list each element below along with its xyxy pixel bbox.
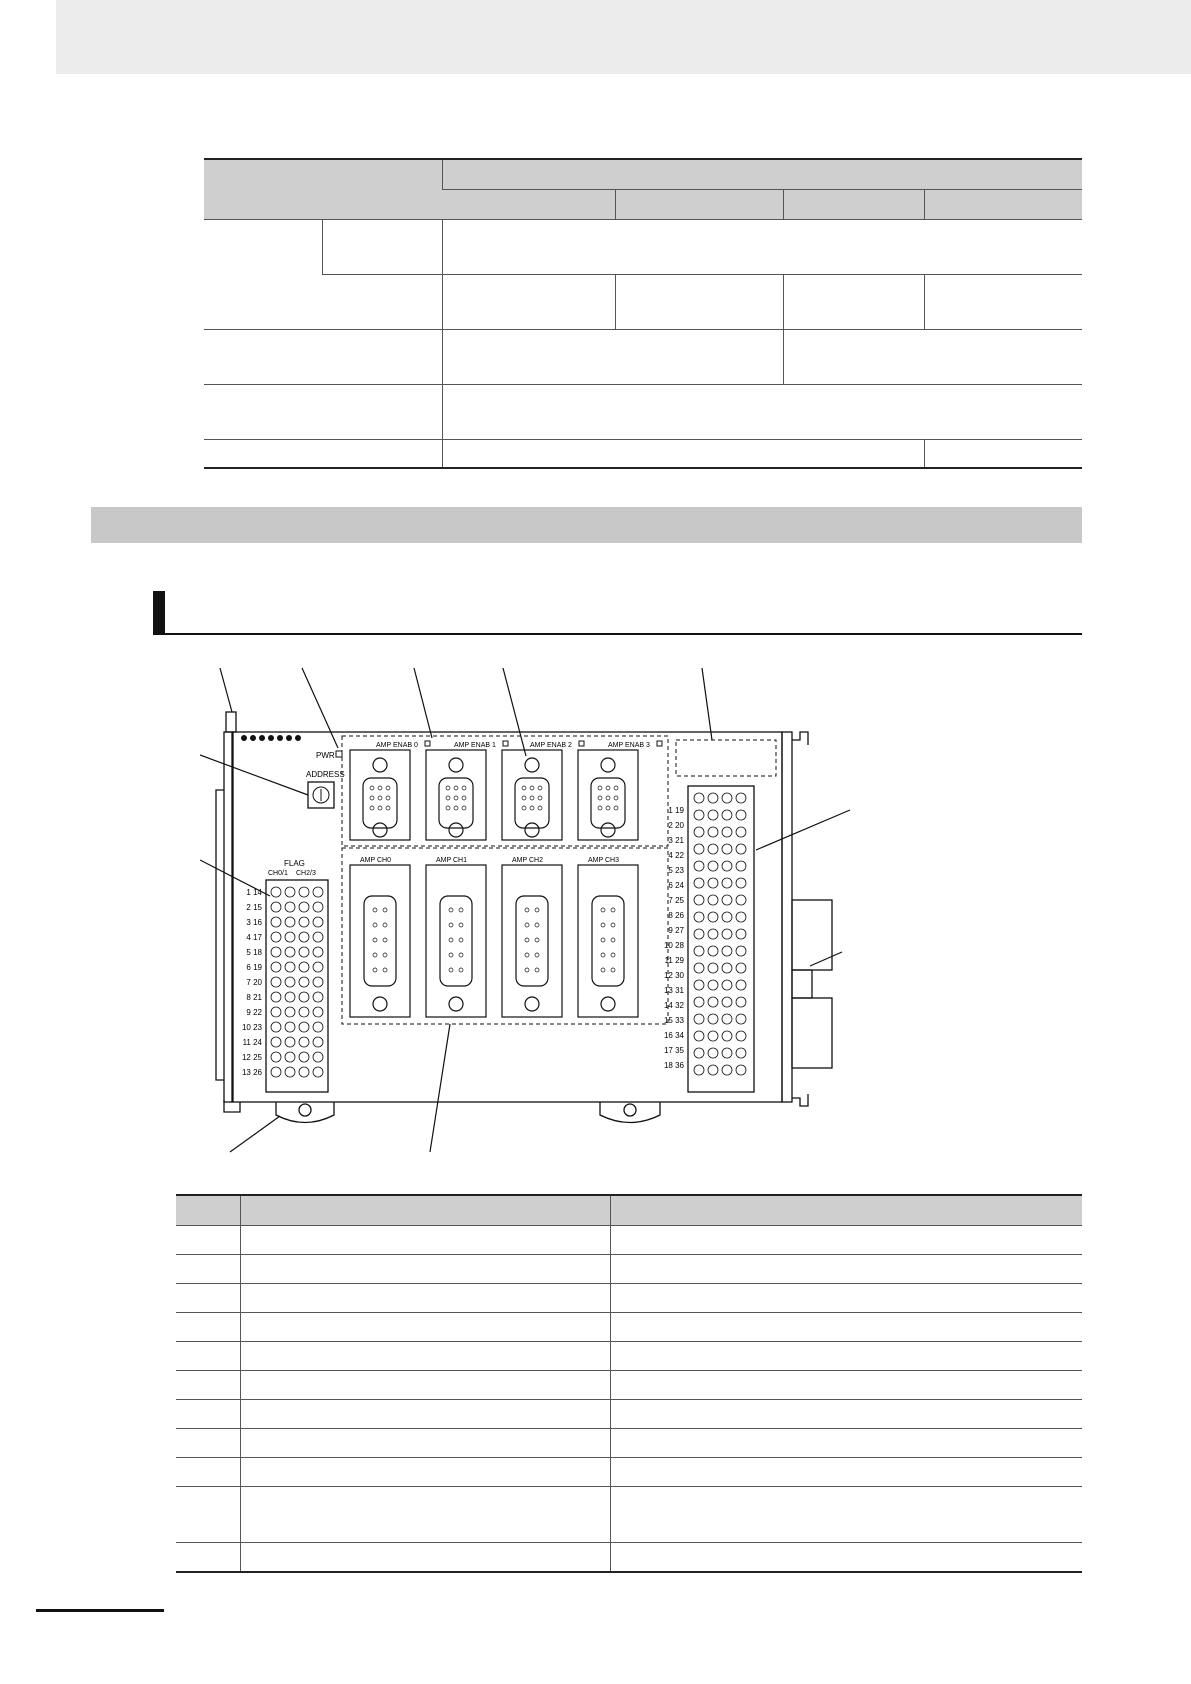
parts-cell [240,1342,610,1371]
terminal-row-label: 13 26 [241,1068,262,1077]
amp-enable-connectors [350,750,638,840]
flag-ch23-label: CH2/3 [296,870,316,877]
parts-cell [240,1458,610,1487]
page-header-band [56,0,1191,74]
parts-cell [240,1543,610,1573]
spec-header-item [204,159,442,219]
spec-row-value [442,384,1082,439]
spec-header-col-4 [924,189,1082,219]
subsection-rule [153,633,1082,635]
terminal-row-label: 14 32 [663,1001,684,1010]
terminal-row-label: 11 24 [242,1038,262,1047]
spec-row-value [442,274,615,329]
terminal-row-label: 11 29 [664,956,684,965]
parts-cell [240,1313,610,1342]
terminal-row-label: 4 22 [668,851,684,860]
spec-row-value [442,219,1082,274]
spec-row-value [783,274,924,329]
terminal-row-label: 6 24 [668,881,684,890]
pwr-label: PWR [316,751,335,760]
parts-cell [176,1400,240,1429]
terminal-row-label: 13 31 [663,986,684,995]
spec-row-value [924,274,1082,329]
amp-enab-label: AMP ENAB 1 [454,742,496,749]
parts-cell [176,1487,240,1543]
spec-row-value [615,274,783,329]
terminal-row-label: 5 18 [246,948,262,957]
terminal-row-label: 3 21 [668,836,684,845]
unit-side-bracket [216,790,224,1080]
parts-cell [610,1226,1082,1255]
specifications-table [204,158,1082,469]
spec-row-label [204,329,442,384]
section-heading-band [91,507,1082,543]
terminal-row-label: 6 19 [246,963,262,972]
terminal-row-label: 17 35 [663,1046,684,1055]
terminal-row-label: 1 19 [668,806,684,815]
parts-cell [176,1371,240,1400]
pwr-led [336,751,342,757]
parts-cell [176,1342,240,1371]
flag-terminal-block [266,880,328,1092]
spec-row-group-label [204,219,322,329]
parts-table [176,1194,1082,1573]
terminal-row-label: 15 33 [663,1016,684,1025]
spec-row-value [442,439,924,468]
parts-cell [610,1400,1082,1429]
terminal-row-label: 7 20 [246,978,262,987]
terminal-row-label: 8 21 [246,993,262,1002]
unit-body [232,732,782,1102]
parts-cell [240,1429,610,1458]
parts-cell [610,1255,1082,1284]
flag-label: FLAG [284,859,305,868]
spec-row-label [204,439,442,468]
address-label: ADDRESS [306,770,345,779]
terminal-row-label: 12 25 [241,1053,262,1062]
parts-cell [610,1458,1082,1487]
parts-cell [176,1543,240,1573]
spec-row-value [924,439,1082,468]
parts-cell [610,1342,1082,1371]
parts-cell [610,1371,1082,1400]
terminal-row-label: 9 22 [246,1008,262,1017]
spec-header-col-1 [442,189,615,219]
spec-row-sublabel [322,274,442,329]
din-rail-foot [600,1102,660,1123]
terminal-row-label: 10 23 [241,1023,262,1032]
spec-header-col-2 [615,189,783,219]
amp-enable-connector-group [342,736,668,846]
parts-cell [610,1543,1082,1573]
spec-header-col-3 [783,189,924,219]
flag-ch01-label: CH0/1 [268,870,288,877]
amp-enab-label: AMP ENAB 0 [376,742,418,749]
label-area [676,740,776,776]
terminal-row-label: 10 28 [663,941,684,950]
parts-cell [240,1371,610,1400]
terminal-row-label: 1 14 [246,888,262,897]
right-rail [782,732,792,1102]
amp-ch-label: AMP CH3 [588,857,619,864]
footer-rule [36,1609,164,1612]
spec-row-value [442,329,783,384]
parts-header-description [610,1195,1082,1226]
terminal-row-label: 2 20 [668,821,684,830]
terminal-row-label: 16 34 [663,1031,684,1040]
parts-cell [610,1313,1082,1342]
terminal-row-label: 5 23 [668,866,684,875]
terminal-row-label: 7 25 [668,896,684,905]
parts-cell [176,1226,240,1255]
parts-cell [240,1487,610,1543]
side-connector [792,998,832,1068]
spec-row-sublabel [322,219,442,274]
terminal-row-label: 9 27 [668,926,684,935]
top-latch [226,712,236,732]
parts-cell [240,1255,610,1284]
amp-enab-label: AMP ENAB 3 [608,742,650,749]
parts-cell [610,1487,1082,1543]
amp-connectors [350,865,638,1017]
io-terminal-block [688,786,754,1092]
terminal-row-label: 18 36 [663,1061,684,1070]
terminal-row-label: 12 30 [663,971,684,980]
parts-header-name [240,1195,610,1226]
spec-row-value [783,329,1082,384]
parts-cell [176,1458,240,1487]
din-rail-foot [276,1102,334,1123]
spec-row-label [204,384,442,439]
terminal-row-label: 8 26 [668,911,684,920]
unit-front-panel-diagram [200,660,900,1170]
parts-cell [176,1255,240,1284]
amp-enab-label: AMP ENAB 2 [530,742,572,749]
parts-cell [240,1226,610,1255]
spec-header-group [442,159,1082,189]
amp-ch-label: AMP CH1 [436,857,467,864]
parts-cell [240,1400,610,1429]
parts-header-no [176,1195,240,1226]
parts-cell [176,1313,240,1342]
amp-ch-label: AMP CH2 [512,857,543,864]
parts-cell [176,1284,240,1313]
subsection-marker [153,591,165,635]
amp-ch-label: AMP CH0 [360,857,391,864]
terminal-row-label: 3 16 [246,918,262,927]
terminal-row-label: 4 17 [246,933,262,942]
parts-cell [240,1284,610,1313]
parts-cell [610,1284,1082,1313]
amp-connector-group [342,848,668,1024]
parts-cell [176,1429,240,1458]
parts-cell [610,1429,1082,1458]
terminal-row-label: 2 15 [246,903,262,912]
